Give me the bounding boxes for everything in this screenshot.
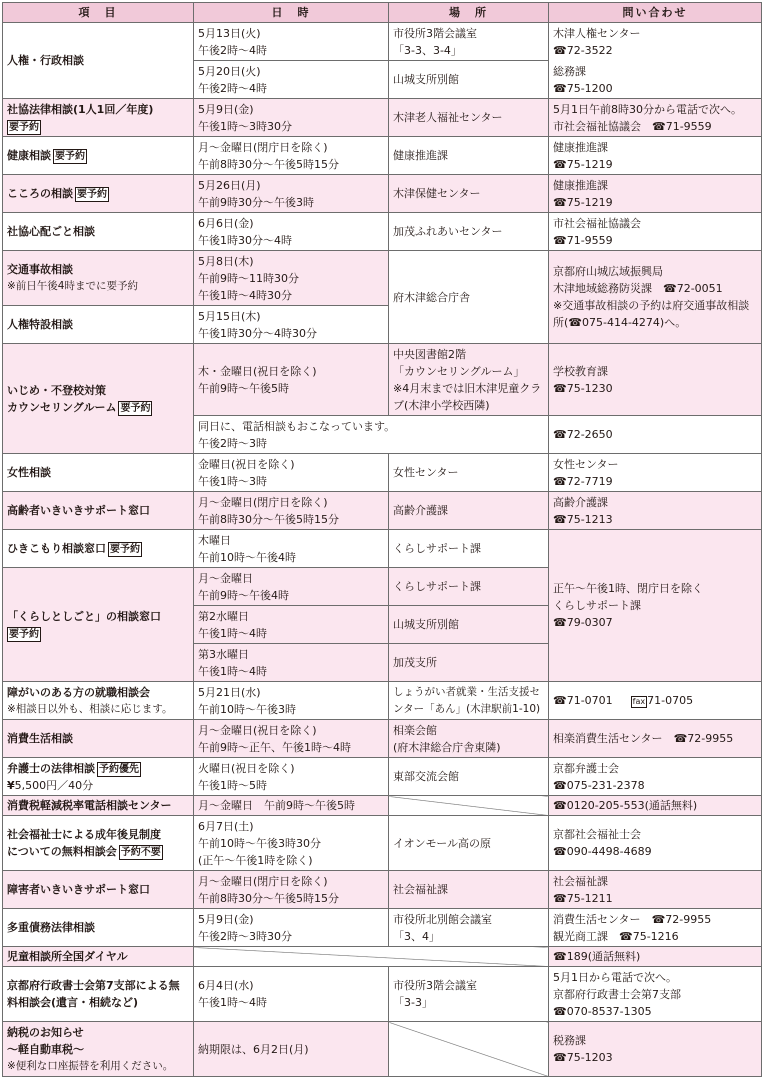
phone-icon [553,475,567,488]
time-text: 午前9時30分～午後3時 [198,195,314,209]
item-label: 弁護士の法律相談 [7,761,95,775]
contact-tel: 71-0701 [566,694,613,707]
contact-tel: 75-1219 [566,157,613,171]
table-row [3,492,762,530]
contact-tel: 75-1230 [566,381,613,395]
phone-consult-note [194,416,549,454]
row-datetime [194,758,389,796]
row-datetime [194,492,389,530]
phone-icon [553,158,567,171]
row-datetime: 月～金曜日 午前9時～午後5時 [194,796,389,816]
contact-tel: 75-1219 [566,195,613,209]
contact-tel: 070-8537-1305 [566,1004,652,1018]
header-place: 場 所 [389,3,549,23]
table-row [3,796,762,816]
table-row [3,720,762,758]
contact-name: 学校教育課 [553,364,608,378]
contact-name: 市社会福祉協議会 [553,216,641,230]
row-item [3,175,194,213]
row-datetime [194,967,389,1022]
date-text: 月～金曜日(閉庁日を除く) [198,140,328,154]
contact-name: 京都社会福祉士会 [553,828,641,841]
fax-icon: fax [632,697,646,706]
phone-icon [663,282,677,295]
date-text: 6月4日(水) [198,979,254,992]
consultation-schedule-table [2,2,762,1077]
row-contact [549,530,762,682]
row-item [3,454,194,492]
phone-icon [553,428,567,441]
table-row [3,967,762,1022]
table-row [3,175,762,213]
row-datetime [194,175,389,213]
place-text: 「3-3、3-4」 [393,43,462,57]
date-text: 第2水曜日 [198,609,249,623]
reservation-badge: 要予約 [110,544,140,555]
item-label: いじめ・不登校対策 [7,383,106,397]
row-place: 木津老人福祉センター [389,99,549,137]
table-row [3,137,762,175]
row-contact [549,137,762,175]
empty-datetime-place-cell [194,947,549,967]
row-item [3,530,194,568]
phone-icon [619,930,633,943]
row-datetime: 納期限は、6月2日(月) [194,1022,389,1077]
time-text: 午後2時～4時 [198,81,267,95]
contact-fax: 71-0705 [647,694,694,707]
table-row [3,454,762,492]
phone-icon [553,44,567,57]
time-text: 午前10時～午後4時 [198,550,296,564]
row-item [3,758,194,796]
time-text: 午前8時30分～午後5時15分 [198,891,339,905]
time-text: 午前9時～午後5時 [198,381,289,395]
row-datetime [194,61,389,99]
row-contact [549,947,762,967]
date-text: 5月26日(月) [198,178,261,192]
item-label: 女性相談 [7,466,51,479]
date-text: 5月8日(木) [198,254,254,268]
time-text: 午後1時30分～4時 [198,233,292,247]
item-note: ※便利な口座振替を利用ください。 [7,1059,174,1072]
phone-icon [652,120,666,133]
contact-name: くらしサポート課 [553,599,641,612]
header-contact: 問い合わせ [549,3,762,23]
table-row [3,99,762,137]
contact-tel: 72-2650 [566,428,613,441]
row-place [389,909,549,947]
contact-name: 市社会福祉協議会 [553,119,641,133]
place-text: 相楽会館 [393,723,437,737]
contact-name: 京都府山城広域振興局 [553,265,663,278]
contact-note: 5月1日午前8時30分から電話で次へ。 [553,102,742,116]
row-item [3,1022,194,1077]
row-contact [549,796,762,816]
contact-name: 観光商工課 [553,929,608,943]
row-contact [549,23,762,99]
time-text: 午前10時～午後3時30分 [198,836,321,850]
phone-icon [553,845,567,858]
row-place [389,682,549,720]
date-text: 木・金曜日(祝日を除く) [198,364,317,378]
row-item [3,306,194,344]
phone-icon [553,196,567,209]
contact-tel: 090-4498-4689 [566,845,652,858]
row-item [3,796,194,816]
row-place: 社会福祉課 [389,871,549,909]
yen-icon [7,779,15,792]
row-place: くらしサポート課 [389,568,549,606]
date-text: 5月13日(火) [198,26,261,40]
place-text: 市役所3階会議室 [393,26,477,40]
place-text: 市役所3階会議室 [393,979,477,992]
row-datetime [194,606,389,644]
table-row [3,1022,762,1077]
time-text: 午後1時～4時 [198,626,267,640]
row-contact [549,492,762,530]
reservation-badge: 予約不要 [120,847,161,858]
phone-icon [553,950,567,963]
row-item [3,947,194,967]
row-datetime [194,909,389,947]
row-contact [549,1022,762,1077]
row-place: くらしサポート課 [389,530,549,568]
item-label: 交通事故相談 [7,263,73,276]
row-item [3,344,194,454]
item-label: 障がいのある方の就職相談会 [7,685,150,699]
row-datetime [194,816,389,871]
date-text: 5月15日(木) [198,309,261,323]
contact-tel: 75-1200 [566,81,613,95]
date-text: 火曜日(祝日を除く) [198,761,295,775]
row-contact [549,816,762,871]
contact-tel: 71-9559 [665,119,712,133]
contact-note: 正午～午後1時、閉庁日を除く [553,582,703,595]
item-label: 京都府行政書士会第7支部による無料相談会(遺言・相続など) [7,979,180,1009]
row-item [3,23,194,99]
time-text: 午前9時～11時30分 [198,271,299,285]
phone-icon [553,82,567,95]
item-label: 消費生活相談 [7,732,73,745]
item-label: 社協法律相談(1人1回／年度) [7,102,154,116]
time-text: 午後2時～3時30分 [198,929,292,943]
row-place [389,23,549,61]
row-contact [549,720,762,758]
table-row [3,682,762,720]
item-label: 納税のお知らせ [7,1025,84,1039]
contact-note: 5月1日から電話で次へ。 [553,970,677,984]
row-datetime [194,720,389,758]
row-item [3,967,194,1022]
row-item [3,816,194,871]
place-text: (府木津総合庁舎東隣) [393,740,501,754]
row-place: 加茂ふれあいセンター [389,213,549,251]
table-row [3,251,762,306]
reservation-badge: 要予約 [77,189,107,200]
phone-icon [553,234,567,247]
row-place: 加茂支所 [389,644,549,682]
contact-tel: 75-1216 [632,929,679,943]
row-contact [549,99,762,137]
time-text: 午後1時～4時30分 [198,288,292,302]
table-row [3,530,762,568]
date-text: 第3水曜日 [198,647,249,661]
place-text: 「カウンセリングルーム」 [393,364,525,378]
place-text: 「3-3」 [393,996,433,1009]
contact-name: 相楽消費生活センター [553,732,663,745]
contact-tel: 72-0051 [676,282,723,295]
header-item: 項 目 [3,3,194,23]
item-label: カウンセリングルーム [7,400,117,414]
phone-icon [553,382,567,395]
row-datetime [194,23,389,61]
contact-tel: 189(通話無料) [566,950,641,963]
row-place: 女性センター [389,454,549,492]
row-place: イオンモール高の原 [389,816,549,871]
contact-tel: 75-1203 [566,1051,613,1064]
table-row [3,871,762,909]
phone-icon [553,616,567,629]
row-place [389,720,549,758]
time-text: 午前8時30分～午後5時15分 [198,157,339,171]
contact-name: 消費生活センター [553,912,641,926]
date-text: 月～金曜日(祝日を除く) [198,723,317,737]
row-item [3,720,194,758]
fee-text: 5,500円／40分 [14,778,94,792]
contact-name: 女性センター [553,457,619,471]
time-text: 午前8時30分～午後5時15分 [198,512,339,526]
phone-icon [553,799,567,812]
reservation-badge: 要予約 [9,628,39,640]
date-text: 6月6日(金) [198,216,254,230]
item-note: ※前日午後4時までに要予約 [7,280,138,292]
row-item [3,492,194,530]
date-text: 5月9日(金) [198,102,254,116]
row-item [3,213,194,251]
table-row [3,23,762,61]
contact-name: 京都府行政書士会第7支部 [553,987,681,1001]
contact-tel: 72-3522 [566,43,613,57]
phone-icon [568,316,582,329]
row-datetime [194,568,389,606]
item-label: 社会福祉士による成年後見制度 [7,828,161,841]
table-row [3,213,762,251]
row-place: 健康推進課 [389,137,549,175]
table-row [3,909,762,947]
contact-tel: 75-1213 [566,512,613,526]
row-contact [549,344,762,416]
contact-tel: 71-9559 [566,233,613,247]
row-datetime [194,344,389,416]
reservation-badge: 要予約 [9,121,39,133]
row-datetime [194,137,389,175]
phone-icon [553,1005,567,1018]
row-contact [549,251,762,344]
phone-icon [553,1051,567,1064]
row-item [3,99,194,137]
time-text: (正午～午後1時を除く) [198,853,313,867]
contact-note: ※交通事故相談の予約は府交通事故相談所( [553,299,750,329]
contact-name: 健康推進課 [553,140,608,154]
empty-place-cell [389,796,549,816]
time-text: 午後1時30分～4時30分 [198,326,317,340]
note-text: 同日に、電話相談もおこなっています。 [198,419,396,433]
contact-name: 京都弁護士会 [553,761,619,775]
phone-icon [553,513,567,526]
time-text: 午後1時～3時30分 [198,119,292,133]
row-contact [549,213,762,251]
row-item [3,909,194,947]
phone-icon [674,732,688,745]
row-contact [549,909,762,947]
row-datetime [194,644,389,682]
item-label: 健康相談 [7,149,51,162]
date-text: 月～金曜日(閉庁日を除く) [198,874,328,888]
item-label: ～軽自動車税～ [7,1042,84,1056]
row-contact [549,871,762,909]
row-datetime [194,99,389,137]
date-text: 木曜日 [198,533,231,547]
header-datetime: 日 時 [194,3,389,23]
row-place: 東部交流会館 [389,758,549,796]
table-row [3,816,762,871]
row-place: 木津保健センター [389,175,549,213]
row-contact [549,758,762,796]
row-item [3,682,194,720]
item-label: 障害者いきいきサポート窓口 [7,883,150,896]
place-text: しょうがい者就業・生活支援センター「あん」(木津駅前1-10) [393,685,541,715]
row-contact [549,416,762,454]
place-text: 市役所北別館会議室 [393,912,492,926]
row-datetime [194,530,389,568]
item-label: 人権特設相談 [7,318,73,331]
item-label: 高齢者いきいきサポート窓口 [7,504,150,517]
contact-tel: 0120-205-553(通話無料) [566,799,698,812]
time-text: 午後2時～3時 [198,436,267,450]
date-text: 5月9日(金) [198,912,254,926]
row-contact [549,682,762,720]
item-label: ひきこもり相談窓口 [7,542,106,555]
contact-tel: 72-9955 [665,912,712,926]
item-label: 人権・行政相談 [7,54,84,67]
phone-icon [553,892,567,905]
item-label: についての無料相談会 [7,845,117,858]
time-text: 午後1時～3時 [198,474,267,488]
row-item [3,871,194,909]
row-datetime [194,213,389,251]
contact-name: 社会福祉課 [553,874,608,888]
row-datetime [194,682,389,720]
contact-tel: 075-414-4274)へ。 [582,316,687,329]
row-datetime [194,871,389,909]
time-text: 午前9時～午後4時 [198,588,289,602]
row-item [3,137,194,175]
reservation-badge: 要予約 [55,151,85,162]
date-text: 5月20日(火) [198,64,261,78]
place-note: ※4月末までは旧木津児童クラブ(木津小学校西隣) [393,381,542,412]
place-text: 中央図書館2階 [393,347,466,361]
phone-icon [652,913,666,926]
time-text: 午後1時～4時 [198,996,267,1009]
date-text: 月～金曜日(閉庁日を除く) [198,495,328,509]
contact-tel: 72-7719 [566,474,613,488]
contact-tel: 72-9955 [687,732,734,745]
contact-name: 総務課 [553,64,586,78]
contact-name: 木津人権センター [553,26,641,40]
phone-icon [553,694,567,707]
phone-icon [553,779,567,792]
contact-tel: 075-231-2378 [566,778,645,792]
time-text: 午前9時～正午、午後1時～4時 [198,740,351,754]
reservation-badge: 予約優先 [99,763,139,775]
reservation-badge: 要予約 [120,402,151,414]
time-text: 午後1時～5時 [198,778,267,792]
contact-tel: 79-0307 [566,616,613,629]
time-text: 午後2時～4時 [198,43,267,57]
table-row [3,344,762,416]
contact-name: 税務課 [553,1034,586,1047]
date-text: 6月7日(土) [198,819,254,833]
row-item [3,568,194,682]
date-text: 金曜日(祝日を除く) [198,457,295,471]
item-label: 多重債務法律相談 [7,921,95,934]
contact-tel: 75-1211 [566,891,613,905]
place-text: 「3、4」 [393,929,440,943]
row-item [3,251,194,306]
date-text: 5月21日(水) [198,685,261,699]
row-place [389,967,549,1022]
row-datetime [194,454,389,492]
row-contact [549,454,762,492]
row-datetime [194,251,389,306]
row-contact [549,175,762,213]
item-label: 社協心配ごと相談 [7,225,95,238]
date-text: 月～金曜日 [198,571,253,585]
item-label: 「くらしとしごと」の相談窓口 [7,609,161,623]
row-place: 府木津総合庁舎 [389,251,549,344]
item-label: 消費税軽減税率電話相談センター [7,799,172,812]
item-label: 児童相談所全国ダイヤル [7,950,128,963]
item-label: こころの相談 [7,187,73,200]
table-row [3,758,762,796]
time-text: 午前10時～午後3時 [198,702,296,716]
row-contact [549,967,762,1022]
item-note: ※相談日以外も、相談に応じます。 [7,702,173,715]
time-text: 午後1時～4時 [198,664,267,678]
row-place: 山城支所別館 [389,606,549,644]
contact-name: 木津地域総務防災課 [553,282,652,295]
row-place: 山城支所別館 [389,61,549,99]
row-place [389,344,549,416]
header-row [3,3,762,23]
empty-place-cell [389,1022,549,1077]
contact-name: 健康推進課 [553,178,608,192]
table-row [3,947,762,967]
contact-name: 高齢介護課 [553,495,608,509]
row-place: 高齢介護課 [389,492,549,530]
row-datetime [194,306,389,344]
